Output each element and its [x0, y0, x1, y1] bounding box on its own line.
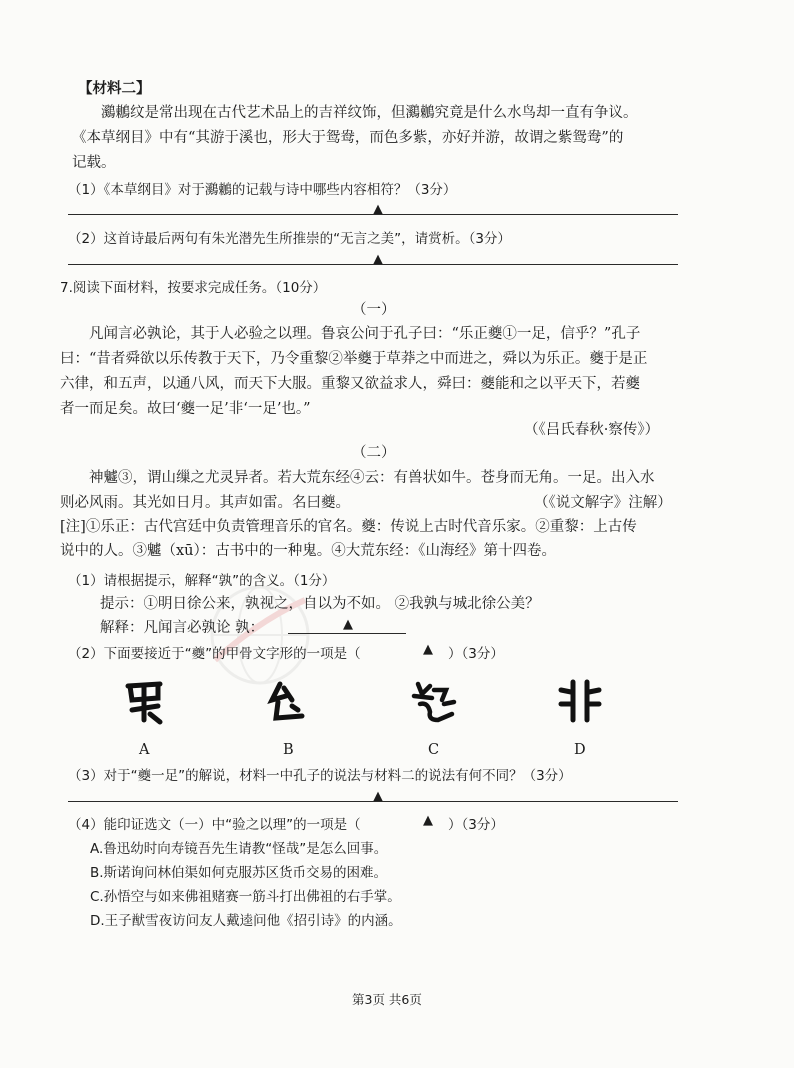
question-7-stem: 7.阅读下面材料，按要求完成任务。（10分）: [60, 280, 327, 296]
note-line: 说中的人。③魖（xū）：古书中的一种鬼。④大荒东经：《山海经》第十四卷。: [60, 543, 557, 559]
oracle-glyph-option-a: [120, 676, 170, 726]
section-1-text-line: 曰：“昔者舜欲以乐传教于天下，乃令重黎②举夔于草莽之中而进之，舜以为乐正。夔于是正: [60, 351, 648, 367]
question-7-4-suffix: ）（3分）: [448, 817, 504, 833]
choice-a[interactable]: A.鲁迅幼时向寿镜吾先生请教“怪哉”是怎么回事。: [90, 841, 388, 857]
material2-paragraph-line: 鸂鶒纹是常出现在古代艺术品上的吉祥纹饰，但鸂鶒究竟是什么水鸟却一直有争议。: [101, 105, 638, 121]
material2-paragraph-line: 《本草纲目》中有“其游于溪也，形大于鸳鸯，而色多紫，亦好并游，故谓之紫鸳鸯”的: [72, 130, 624, 146]
question-7-1-answer-label: 解释：凡闻言必孰论 孰：: [100, 620, 265, 636]
question-7-1: （1）请根据提示，解释“孰”的含义。（1分）: [68, 573, 336, 589]
note-line: [注]①乐正：古代宫廷中负责管理音乐的官名。夔：传说上古时代音乐家。②重黎：上古传: [60, 519, 637, 535]
choice-c[interactable]: C.孙悟空与如来佛祖赌赛一筋斗打出佛祖的右手掌。: [90, 889, 401, 905]
question-7-2-prefix: （2）下面要接近于“夔”的甲骨文字形的一项是（: [68, 646, 361, 662]
page-footer: 第3页 共6页: [352, 992, 422, 1007]
question-7-4-prefix: （4）能印证选文（一）中“验之以理”的一项是（: [68, 817, 361, 833]
answer-mark: ▲: [343, 617, 353, 632]
oracle-glyph-option-c: [408, 676, 462, 730]
oracle-glyph-option-d: [555, 676, 605, 726]
question-6-1: （1）《本草纲目》对于鸂鶒的记载与诗中哪些内容相符？（3分）: [68, 182, 457, 198]
answer-mark: ▲: [423, 642, 433, 657]
section-1-text-line: 者一而足矣。故曰‘夔一足’非‘一足’也。”: [60, 401, 311, 417]
answer-line[interactable]: [68, 264, 678, 265]
answer-mark: ▲: [373, 202, 383, 217]
section-1-text-line: 六律，和五声，以通八风，而天下大服。重黎又欲益求人，舜曰：夔能和之以平天下，若夔: [60, 376, 640, 392]
material2-heading: 【材料二】: [78, 80, 151, 97]
answer-line[interactable]: [68, 214, 678, 215]
section-1-text-line: 凡闻言必孰论，其于人必验之以理。鲁哀公问于孔子曰：“乐正夔①一足，信乎？”孔子: [89, 326, 641, 342]
option-label-d[interactable]: D: [574, 742, 586, 758]
option-label-c[interactable]: C: [428, 742, 440, 758]
material2-paragraph-line: 记载。: [72, 155, 116, 171]
section-2-title: （二）: [352, 445, 396, 461]
question-7-1-hint: 提示：①明日徐公来，孰视之，自以为不如。 ②我孰与城北徐公美？: [100, 596, 540, 612]
option-label-b[interactable]: B: [283, 742, 294, 758]
choice-b[interactable]: B.斯诺询问林伯渠如何克服苏区货币交易的困难。: [90, 865, 388, 881]
question-6-2: （2）这首诗最后两句有朱光潜先生所推崇的“无言之美”，请赏析。（3分）: [68, 231, 511, 247]
section-2-text-line: 则必风雨。其光如日月。其声如雷。名曰夔。: [60, 495, 350, 511]
section-1-title: （一）: [352, 302, 396, 318]
question-7-2-suffix: ）（3分）: [448, 646, 504, 662]
answer-mark: ▲: [373, 789, 383, 804]
answer-mark: ▲: [423, 813, 433, 828]
question-7-3: （3）对于“夔一足”的解说，材料一中孔子的说法与材料二的说法有何不同？（3分）: [68, 768, 572, 784]
oracle-glyph-option-b: [262, 678, 312, 728]
section-2-source: （《说文解字》注解）: [534, 495, 672, 511]
choice-d[interactable]: D.王子猷雪夜访问友人戴逵问他《招引诗》的内涵。: [90, 913, 402, 929]
section-1-source: （《吕氏春秋·察传》）: [524, 422, 660, 438]
answer-blank[interactable]: [288, 633, 406, 634]
option-label-a[interactable]: A: [139, 742, 150, 758]
answer-line[interactable]: [68, 801, 678, 802]
answer-mark: ▲: [373, 252, 383, 267]
section-2-text-line: 神魖③，谓山缫之尤灵异者。若大荒东经④云：有兽状如牛。苍身而无角。一足。出入水: [89, 470, 655, 486]
